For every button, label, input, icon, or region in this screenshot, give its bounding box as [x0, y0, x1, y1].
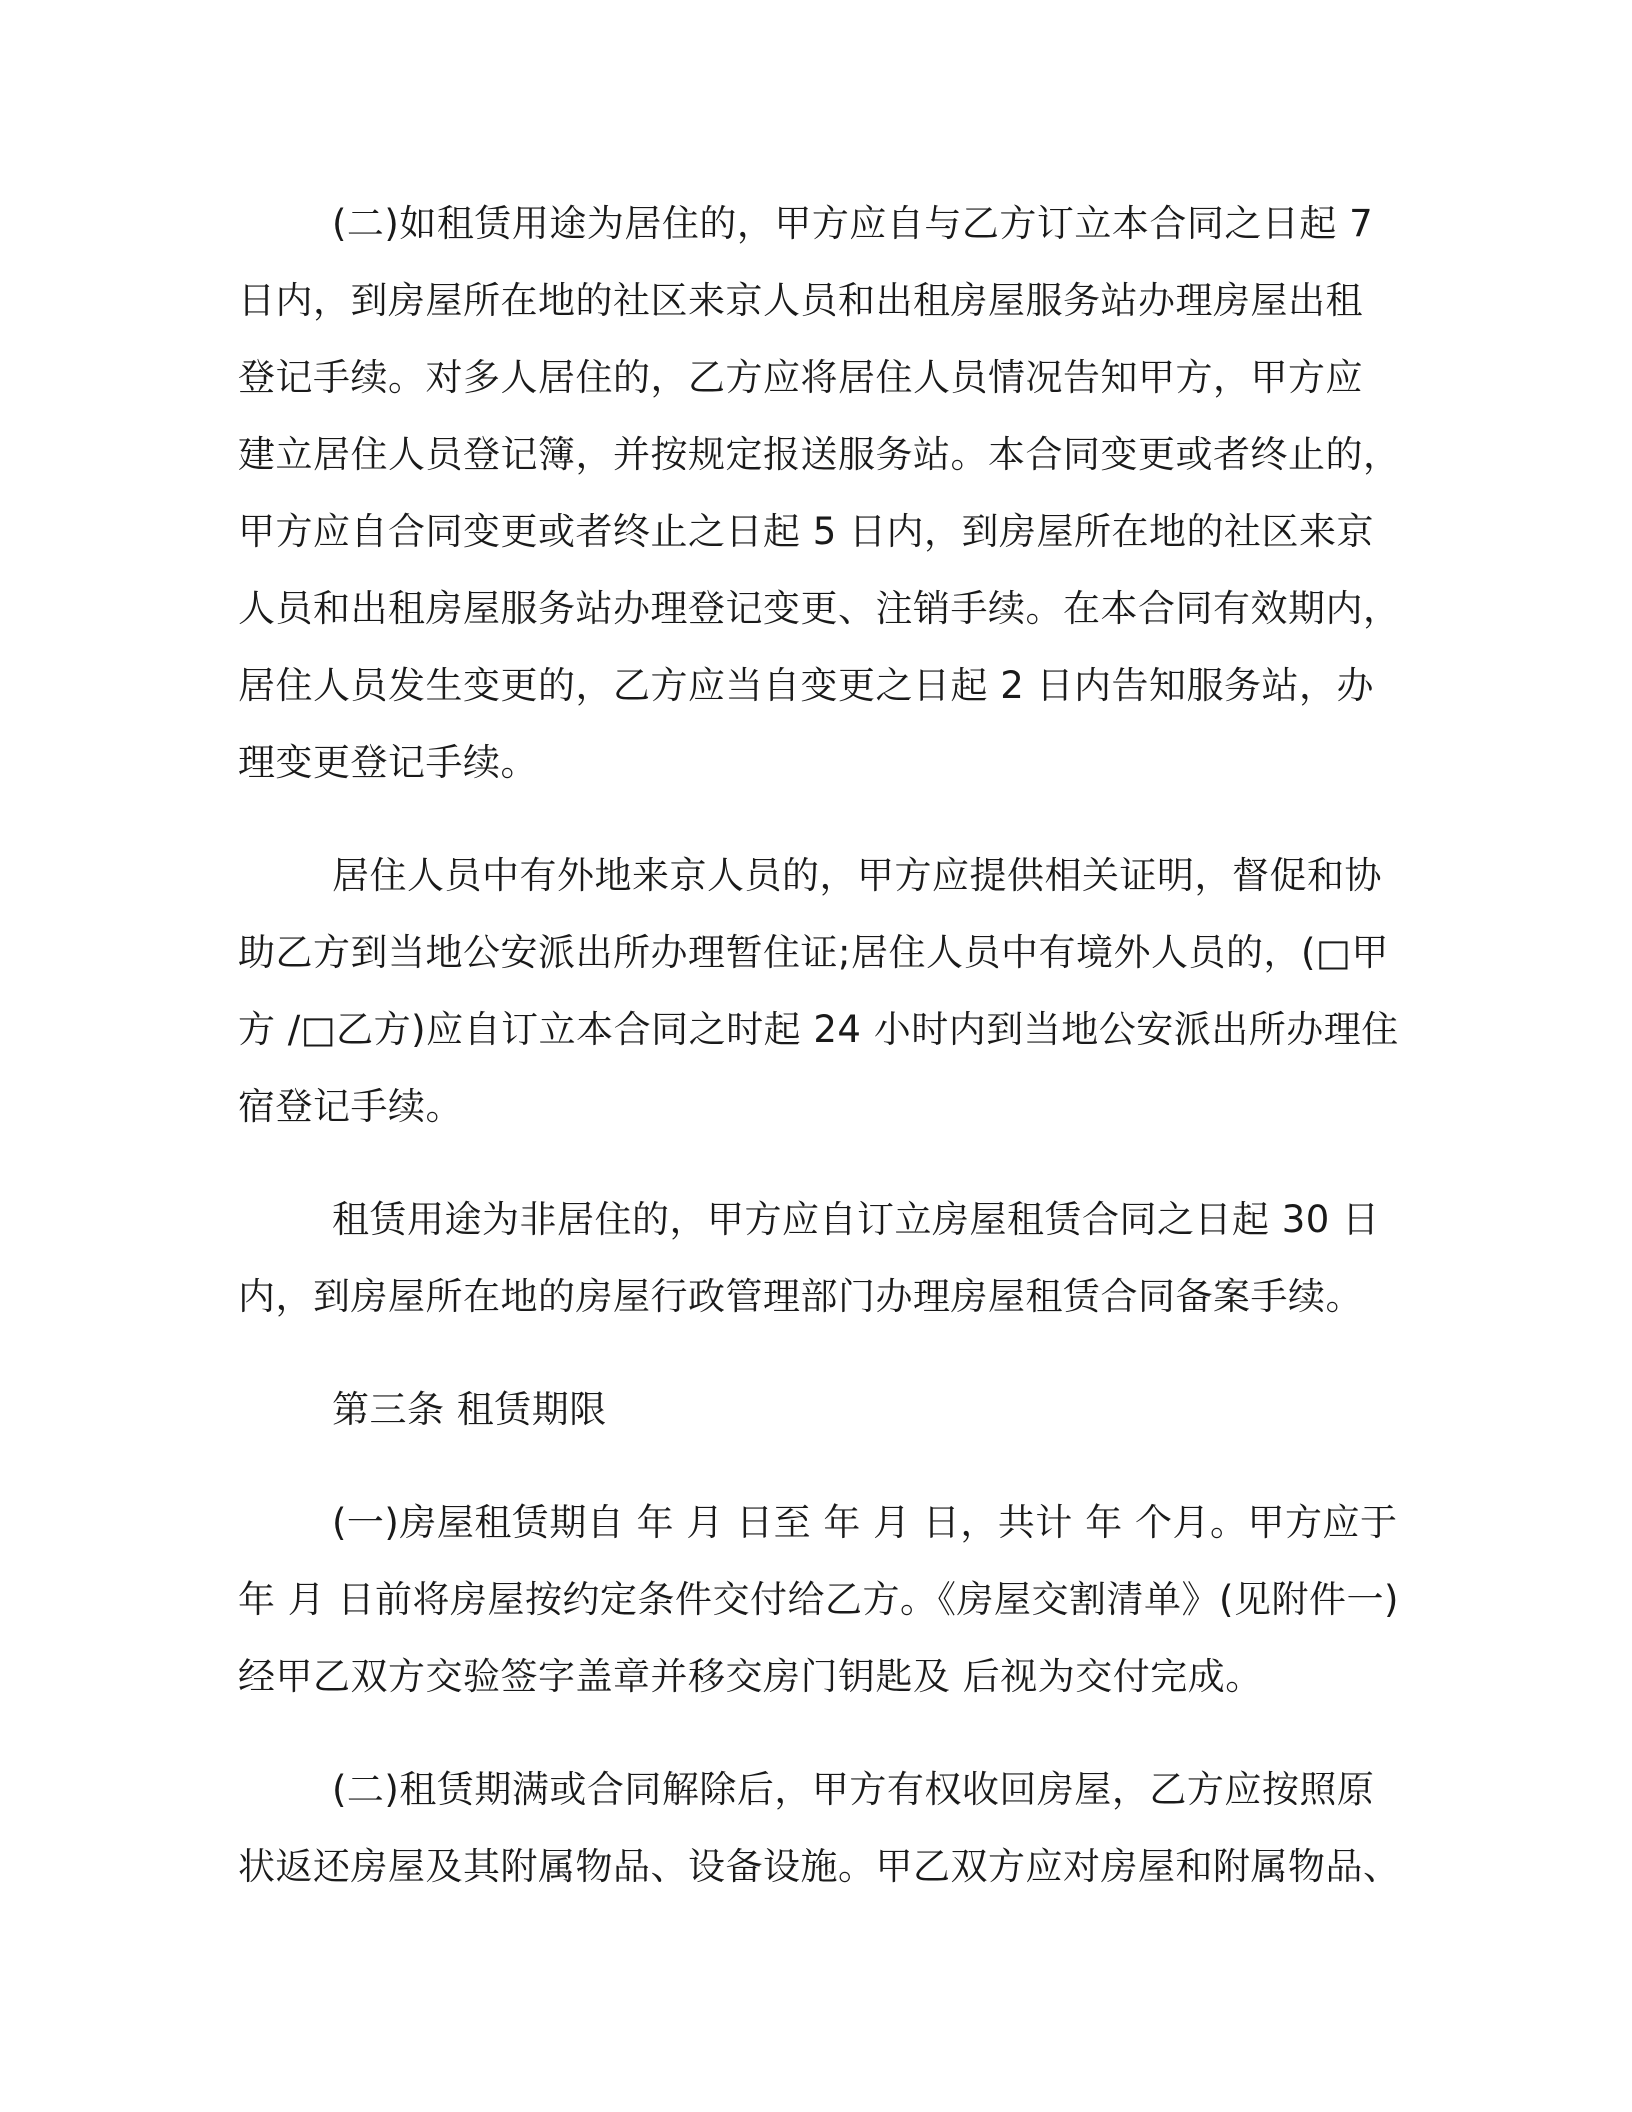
text-line: 宿登记手续。: [238, 1085, 463, 1128]
text-line: 居住人员中有外地来京人员的，甲方应提供相关证明，督促和协: [332, 854, 1382, 897]
text-line: 方 /□乙方)应自订立本合同之时起 24 小时内到当地公安派出所办理住: [238, 1008, 1399, 1051]
text-line: (二)租赁期满或合同解除后，甲方有权收回房屋，乙方应按照原: [332, 1768, 1375, 1811]
paragraph-registration-residential: [238, 185, 1401, 801]
paragraph-non-residential: [238, 1181, 1398, 1335]
text-line: 状返还房屋及其附属物品、设备设施。甲乙双方应对房屋和附属物品、: [238, 1845, 1401, 1888]
text-line: 经甲乙双方交验签字盖章并移交房门钥匙及 后视为交付完成。: [238, 1655, 1263, 1698]
text-line: 理变更登记手续。: [238, 741, 538, 784]
section-heading-article-3: [238, 1371, 1398, 1448]
paragraph-spacer: [238, 1715, 1398, 1751]
document-body: [238, 185, 1401, 1905]
text-line: 甲方应自合同变更或者终止之日起 5 日内，到房屋所在地的社区来京: [238, 510, 1375, 553]
text-line: 年 月 日前将房屋按约定条件交付给乙方。《房屋交割清单》(见附件一): [238, 1578, 1399, 1621]
paragraph-lease-end: [238, 1751, 1401, 1905]
section-heading: 第三条 租赁期限: [332, 1388, 607, 1431]
text-line: 居住人员发生变更的，乙方应当自变更之日起 2 日内告知服务站，办: [238, 664, 1375, 707]
text-line: 内，到房屋所在地的房屋行政管理部门办理房屋租赁合同备案手续。: [238, 1275, 1363, 1318]
text-line: (二)如租赁用途为居住的，甲方应自与乙方订立本合同之日起 7: [332, 202, 1374, 245]
text-line: 建立居住人员登记簿，并按规定报送服务站。本合同变更或者终止的，: [238, 433, 1401, 476]
text-line: (一)房屋租赁期自 年 月 日至 年 月 日，共计 年 个月。甲方应于: [332, 1501, 1398, 1544]
paragraph-spacer: [238, 801, 1398, 837]
paragraph-residence-permit: [238, 837, 1398, 1145]
paragraph-spacer: [238, 1145, 1398, 1181]
text-line: 人员和出租房屋服务站办理登记变更、注销手续。在本合同有效期内，: [238, 587, 1401, 630]
text-line: 日内，到房屋所在地的社区来京人员和出租房屋服务站办理房屋出租: [238, 279, 1363, 322]
text-line: 助乙方到当地公安派出所办理暂住证;居住人员中有境外人员的，(□甲: [238, 931, 1389, 974]
text-line: 登记手续。对多人居住的，乙方应将居住人员情况告知甲方，甲方应: [238, 356, 1363, 399]
paragraph-spacer: [238, 1335, 1398, 1371]
paragraph-lease-term: [238, 1484, 1398, 1715]
paragraph-spacer: [238, 1448, 1398, 1484]
text-line: 租赁用途为非居住的，甲方应自订立房屋租赁合同之日起 30 日: [332, 1198, 1380, 1241]
